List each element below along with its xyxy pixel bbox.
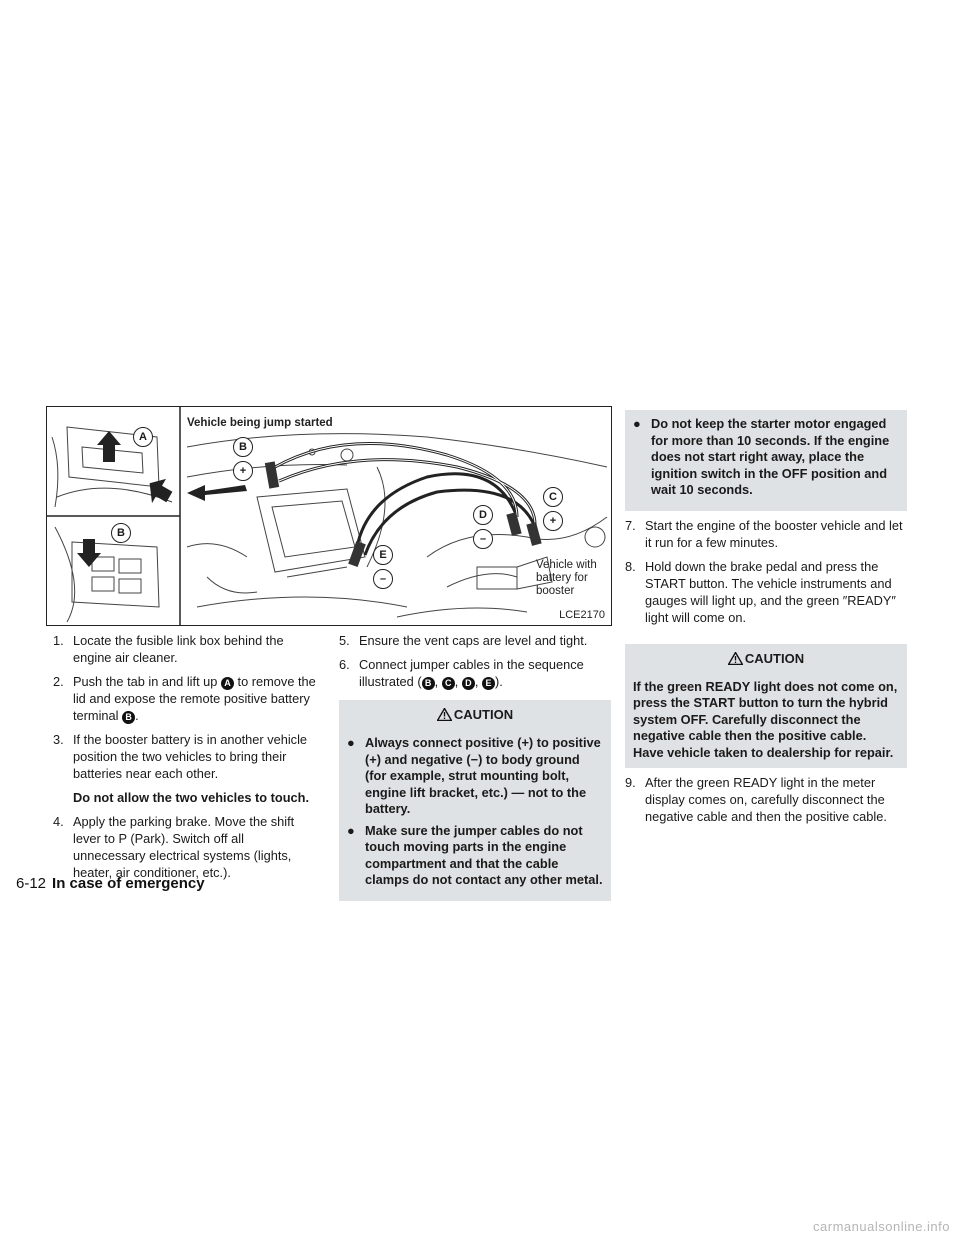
- step-text: Apply the parking brake. Move the shift lever to P (Park). Switch off all unnecessary electrical systems (lights, heater, air conditioner, etc.).: [73, 814, 295, 880]
- step-number: 6.: [339, 657, 350, 672]
- warning-triangle-icon: [728, 652, 743, 665]
- ref-a-icon: A: [221, 677, 234, 690]
- bullet-icon: ●: [633, 416, 641, 431]
- ref-b-icon: B: [422, 677, 435, 690]
- caution-item: [633, 416, 899, 499]
- step-text: ).: [494, 674, 503, 689]
- section-title: In case of emergency: [52, 875, 205, 892]
- step-9: [625, 774, 907, 825]
- callout-plus-1: +: [233, 461, 253, 481]
- caution-item: [347, 735, 603, 818]
- engine-bay-drawing: [47, 407, 611, 625]
- caution-box-1: [339, 729, 611, 901]
- step-number: 9.: [625, 775, 636, 790]
- callout-c: C: [543, 487, 563, 507]
- step-6: [339, 656, 611, 690]
- step-text: to remove the lid and expose the remote positive battery terminal: [73, 674, 316, 723]
- step-text: Start the engine of the booster vehicle and let it run for a few minutes.: [645, 517, 903, 550]
- step-1: [53, 632, 319, 666]
- jump-start-illustration: [46, 406, 612, 626]
- callout-e: E: [373, 545, 393, 565]
- step-text: .: [135, 708, 139, 723]
- step-number: 3.: [53, 732, 64, 747]
- step-number: 5.: [339, 633, 350, 648]
- step-text: After the green READY light in the meter display comes on, carefully disconnect the negative cable and then the positive cable.: [645, 775, 887, 824]
- step-text: Push the tab in and lift up: [73, 674, 221, 689]
- bullet-icon: ●: [347, 822, 355, 838]
- separator: ,: [454, 674, 459, 689]
- step-text: Ensure the vent caps are level and tight.: [359, 633, 588, 648]
- step-2: [53, 673, 319, 724]
- caution-heading-2: [625, 644, 907, 673]
- callout-plus-2: +: [543, 511, 563, 531]
- callout-a: A: [133, 427, 153, 447]
- separator: ,: [434, 674, 439, 689]
- callout-minus-2: –: [373, 569, 393, 589]
- caution-heading-1: [339, 700, 611, 729]
- caution-box-2: [625, 673, 907, 769]
- callout-minus-1: –: [473, 529, 493, 549]
- figure-title: Vehicle being jump started: [187, 417, 333, 429]
- bullet-icon: ●: [347, 735, 355, 750]
- step-5: [339, 632, 611, 649]
- ref-e-icon: E: [482, 677, 495, 690]
- page-footer: [16, 875, 205, 892]
- step-number: 2.: [53, 674, 64, 689]
- separator: ,: [474, 674, 479, 689]
- text-column-1: [53, 632, 319, 888]
- step-3: [53, 731, 319, 782]
- step-number: 4.: [53, 814, 64, 829]
- caution-text: If the green READY light does not come on, press the START button to turn the hybrid system OFF. Carefully disconnect the negative cable then the positive cable. Have vehicle taken to dealership for repair.: [633, 678, 898, 760]
- caution-item-text: Do not keep the starter motor engaged for more than 10 seconds. If the engine does not start right away, place the ignition switch in the OFF position and wait 10 seconds.: [651, 416, 890, 497]
- step-7: [625, 517, 907, 551]
- caution-box-starter: [625, 410, 907, 511]
- step-number: 7.: [625, 517, 636, 533]
- watermark: carmanualsonline.info: [813, 1219, 950, 1234]
- step-number: 1.: [53, 633, 64, 648]
- callout-b-inset: B: [111, 523, 131, 543]
- step-text: Connect jumper cables in the sequence illustrated (: [359, 657, 584, 689]
- ref-d-icon: D: [462, 677, 475, 690]
- step-text: If the booster battery is in another vehicle position the two vehicles to bring their batteries near each other.: [73, 732, 308, 781]
- step-8: [625, 558, 907, 626]
- step-number: 8.: [625, 558, 636, 574]
- caution-item-text: Make sure the jumper cables do not touch moving parts in the engine compartment and that the cable clamps do not contact any other metal.: [365, 822, 603, 887]
- ref-c-icon: C: [442, 677, 455, 690]
- step-3-warning: Do not allow the two vehicles to touch.: [73, 790, 310, 805]
- callout-d: D: [473, 505, 493, 525]
- text-column-3: [625, 410, 907, 832]
- page-number: 6-12: [16, 875, 47, 892]
- step-text: Hold down the brake pedal and press the START button. The vehicle instruments and gauges will light up, and the green ″READY″ light will come on.: [645, 558, 896, 625]
- figure-code: LCE2170: [559, 609, 605, 621]
- callout-b: B: [233, 437, 253, 457]
- ref-b-icon: B: [122, 711, 135, 724]
- step-4: [53, 813, 319, 881]
- caution-title: CAUTION: [453, 707, 514, 722]
- booster-vehicle-label: Vehicle with battery for booster: [536, 559, 597, 597]
- warning-triangle-icon: [437, 708, 452, 721]
- step-text: Locate the fusible link box behind the engine air cleaner.: [73, 633, 284, 665]
- caution-item: [347, 823, 603, 889]
- caution-title: CAUTION: [744, 650, 805, 666]
- caution-item-text: Always connect positive (+) to positive (+) and negative (−) to body ground (for example, strut mounting bolt, engine lift bracket, etc.) — not to the battery.: [365, 735, 601, 816]
- text-column-2: [339, 632, 611, 907]
